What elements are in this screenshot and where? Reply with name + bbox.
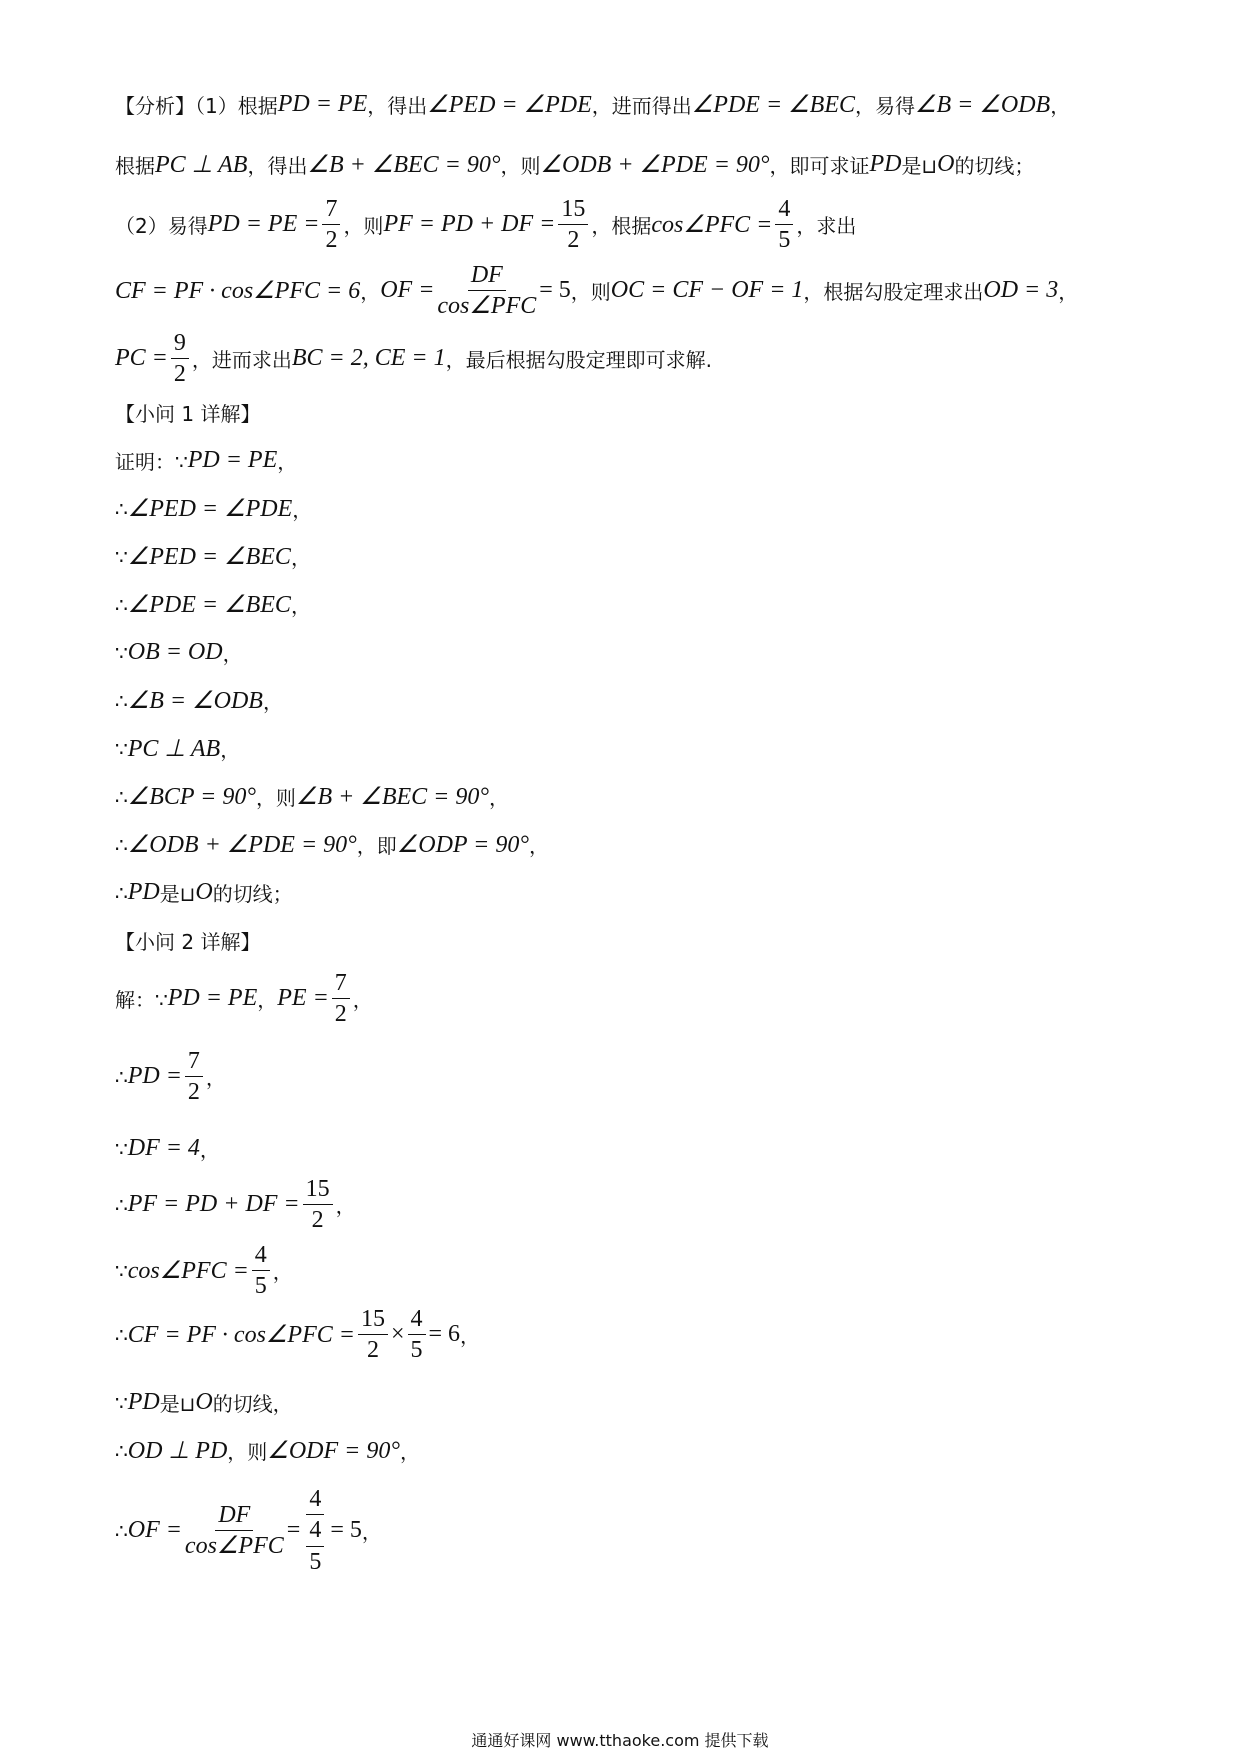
- text: ∴: [115, 784, 128, 809]
- math: PF = PD + DF =: [127, 1191, 300, 1218]
- denominator: 5: [254, 1273, 267, 1300]
- math: =: [286, 1517, 301, 1544]
- text: ，得出: [247, 154, 308, 178]
- text: ∵: [115, 544, 128, 569]
- math: cos∠PFC =: [127, 1258, 249, 1285]
- solution-line-3: [115, 1134, 220, 1163]
- solution-line-8: [115, 1436, 420, 1465]
- proof-line-4: [115, 590, 311, 619]
- analysis-line-5: [115, 330, 712, 388]
- times-sign: ×: [390, 1321, 405, 1348]
- text: 【分析】（1）根据: [115, 94, 278, 118]
- denominator: 2: [187, 1079, 200, 1106]
- text: ∴: [115, 1192, 128, 1217]
- text: ，: [1050, 94, 1071, 118]
- text: ，: [488, 786, 509, 810]
- denominator: [303, 1515, 327, 1575]
- text: ∴: [115, 832, 128, 857]
- math: ∠PDE = ∠BEC: [691, 92, 855, 118]
- text: ，则: [343, 214, 384, 239]
- denominator: 2: [311, 1207, 324, 1234]
- text: 是⊔: [901, 154, 938, 178]
- numerator: 7: [322, 196, 340, 225]
- text: ∴: [115, 1438, 128, 1463]
- text: 解：∵: [115, 988, 168, 1013]
- text: ，: [352, 988, 373, 1013]
- math: PD = PE =: [207, 211, 320, 238]
- numerator: 4: [408, 1306, 426, 1335]
- numerator: 4: [306, 1517, 324, 1546]
- denominator: 5: [778, 227, 791, 254]
- math: PD =: [127, 1063, 182, 1090]
- math: OB = OD: [127, 639, 223, 665]
- math: PD: [127, 879, 160, 905]
- math: cos∠PFC =: [651, 212, 773, 239]
- denominator: 2: [366, 1337, 379, 1364]
- text: ，求出: [796, 214, 857, 239]
- text: ，易得: [855, 94, 915, 118]
- footer-watermark: 通通好课网 www.tthaoke.com 提供下载: [471, 1731, 769, 1750]
- fraction: [332, 970, 350, 1028]
- analysis-line-1: [115, 90, 1070, 119]
- text: ，: [290, 546, 311, 570]
- text: ，即: [356, 834, 397, 858]
- text: ∵: [115, 1136, 128, 1161]
- math: ∠PED = ∠PDE: [427, 92, 592, 118]
- math: OD ⊥ PD: [127, 1438, 228, 1464]
- fraction: [185, 1048, 203, 1106]
- text: 的切线；: [954, 154, 1035, 178]
- text: 证明：∵: [115, 450, 188, 474]
- analysis-line-4: [115, 262, 1078, 320]
- math: ∠ODB + ∠PDE = 90°: [127, 832, 357, 858]
- math: PF = PD + DF =: [383, 211, 556, 238]
- text: ，得出: [367, 94, 428, 118]
- section-2-title: [115, 926, 260, 955]
- text: 是⊔: [159, 882, 196, 906]
- text: 的切线；: [212, 882, 293, 906]
- math: ∠B = ∠ODB: [915, 92, 1051, 118]
- inner-fraction: [306, 1517, 324, 1575]
- math: PD = PE: [167, 985, 258, 1012]
- section-1-title: [115, 398, 260, 427]
- math: OD = 3: [983, 277, 1059, 304]
- numerator: 4: [252, 1242, 270, 1271]
- text: ，: [460, 1324, 481, 1349]
- math: O: [195, 1389, 213, 1415]
- text: ，根据勾股定理求出: [803, 280, 984, 305]
- text: ，: [222, 642, 243, 666]
- fraction: [185, 1502, 284, 1560]
- text: ，: [199, 1138, 220, 1162]
- math: PC =: [115, 345, 168, 372]
- fraction: [252, 1242, 270, 1300]
- text: 根据: [115, 154, 155, 178]
- text: ，: [257, 988, 278, 1013]
- text: ，: [205, 1066, 226, 1091]
- math: ∠PED = ∠PDE: [127, 496, 293, 522]
- text: ，: [272, 1260, 293, 1285]
- fraction: [558, 196, 588, 254]
- proof-line-10: [115, 878, 293, 907]
- math: ∠B + ∠BEC = 90°: [307, 152, 501, 178]
- math: ∠B = ∠ODB: [127, 688, 263, 714]
- text: ∴: [115, 880, 128, 905]
- text: ，: [290, 594, 311, 618]
- analysis-line-3: [115, 196, 856, 254]
- fraction: [303, 1176, 333, 1234]
- heading: 【小问 2 详解】: [115, 930, 261, 954]
- text: ∵: [115, 736, 128, 761]
- numerator: 15: [558, 196, 588, 225]
- solution-line-1: [115, 970, 373, 1028]
- numerator: 9: [171, 330, 189, 359]
- denominator: 2: [173, 361, 186, 388]
- math: ∠ODP = 90°: [396, 832, 529, 858]
- text: ，则: [570, 280, 611, 305]
- fraction: [437, 262, 536, 320]
- fraction: [408, 1306, 426, 1364]
- math: ∠PED = ∠BEC: [127, 544, 291, 570]
- math: ∠ODF = 90°: [267, 1438, 400, 1464]
- text: ∴: [115, 496, 128, 521]
- math: PD = PE: [187, 447, 278, 473]
- proof-line-1: [115, 446, 297, 475]
- text: ∵: [115, 640, 128, 665]
- math: = 5: [539, 277, 571, 304]
- numerator: 4: [306, 1486, 324, 1515]
- solution-line-7: [115, 1388, 293, 1417]
- math: CF = PF · cos∠PFC =: [127, 1322, 355, 1349]
- text: ，: [277, 450, 298, 474]
- math: CF = PF · cos∠PFC = 6: [115, 278, 361, 305]
- text: ，即可求证: [769, 154, 870, 178]
- numerator: 15: [303, 1176, 333, 1205]
- proof-line-5: [115, 638, 243, 667]
- numerator: 7: [185, 1048, 203, 1077]
- text: ，: [528, 834, 549, 858]
- denominator: 5: [309, 1548, 322, 1575]
- numerator: 15: [358, 1306, 388, 1335]
- math: = 5: [330, 1517, 362, 1544]
- text: 的切线，: [212, 1392, 293, 1416]
- denominator: 2: [567, 227, 580, 254]
- math: PC ⊥ AB: [127, 736, 221, 762]
- math: PD = PE: [277, 91, 368, 117]
- text: ，最后根据勾股定理即可求解.: [445, 348, 712, 373]
- proof-line-8: [115, 782, 509, 811]
- text: ，: [360, 280, 381, 305]
- fraction: [322, 196, 340, 254]
- math: ∠PDE = ∠BEC: [127, 592, 291, 618]
- text: ∴: [115, 1518, 128, 1543]
- proof-line-7: [115, 734, 240, 763]
- text: ，: [1058, 280, 1079, 305]
- analysis-line-2: [115, 150, 1034, 179]
- math: ∠B + ∠BEC = 90°: [295, 784, 489, 810]
- math: O: [937, 151, 955, 177]
- text: ，进而求出: [191, 348, 292, 373]
- solution-line-9: [115, 1486, 382, 1575]
- proof-line-6: [115, 686, 283, 715]
- numerator: DF: [215, 1502, 253, 1531]
- math: OC = CF − OF = 1: [610, 277, 804, 304]
- math: PC ⊥ AB: [155, 152, 248, 178]
- text: ，: [335, 1194, 356, 1219]
- numerator: 7: [332, 970, 350, 999]
- math: O: [195, 879, 213, 905]
- solution-line-2: [115, 1048, 226, 1106]
- math: DF = 4: [127, 1135, 200, 1161]
- math: BC = 2, CE = 1: [291, 345, 446, 372]
- text: ∴: [115, 688, 128, 713]
- denominator: 5: [410, 1337, 423, 1364]
- math: PE =: [277, 985, 329, 1012]
- math: OF =: [127, 1517, 182, 1544]
- math: = 6: [428, 1321, 461, 1348]
- text: 是⊔: [159, 1392, 196, 1416]
- proof-line-9: [115, 830, 549, 859]
- text: ，: [262, 690, 283, 714]
- heading: 【小问 1 详解】: [115, 402, 261, 426]
- compound-fraction: [303, 1486, 327, 1575]
- proof-line-3: [115, 542, 311, 571]
- math: PD: [869, 151, 902, 177]
- denominator: cos∠PFC: [184, 1533, 284, 1560]
- text: ，: [220, 738, 241, 762]
- denominator: cos∠PFC: [437, 293, 537, 320]
- text: ，: [361, 1520, 382, 1545]
- text: ，则: [500, 154, 541, 178]
- solution-line-4: [115, 1176, 356, 1234]
- math: ∠BCP = 90°: [127, 784, 256, 810]
- solution-line-5: [115, 1242, 293, 1300]
- proof-line-2: [115, 494, 312, 523]
- numerator: 4: [775, 196, 793, 225]
- fraction: [358, 1306, 388, 1364]
- text: ，: [292, 498, 313, 522]
- text: ∵: [115, 1390, 128, 1415]
- numerator: DF: [468, 262, 506, 291]
- text: ∴: [115, 592, 128, 617]
- denominator: 2: [325, 227, 338, 254]
- fraction: [171, 330, 189, 388]
- denominator: 2: [334, 1001, 347, 1028]
- solution-line-6: [115, 1306, 480, 1364]
- text: ，: [399, 1440, 420, 1464]
- text: ，进而得出: [591, 94, 692, 118]
- math: OF =: [380, 277, 435, 304]
- text: ，则: [255, 786, 296, 810]
- math: PD: [127, 1389, 160, 1415]
- math: ∠ODB + ∠PDE = 90°: [540, 152, 770, 178]
- text: ∵: [115, 1258, 128, 1283]
- fraction: [775, 196, 793, 254]
- text: ，则: [227, 1440, 268, 1464]
- text: ∴: [115, 1322, 128, 1347]
- text: ，根据: [591, 214, 652, 239]
- text: ∴: [115, 1064, 128, 1089]
- text: （2）易得: [115, 214, 208, 239]
